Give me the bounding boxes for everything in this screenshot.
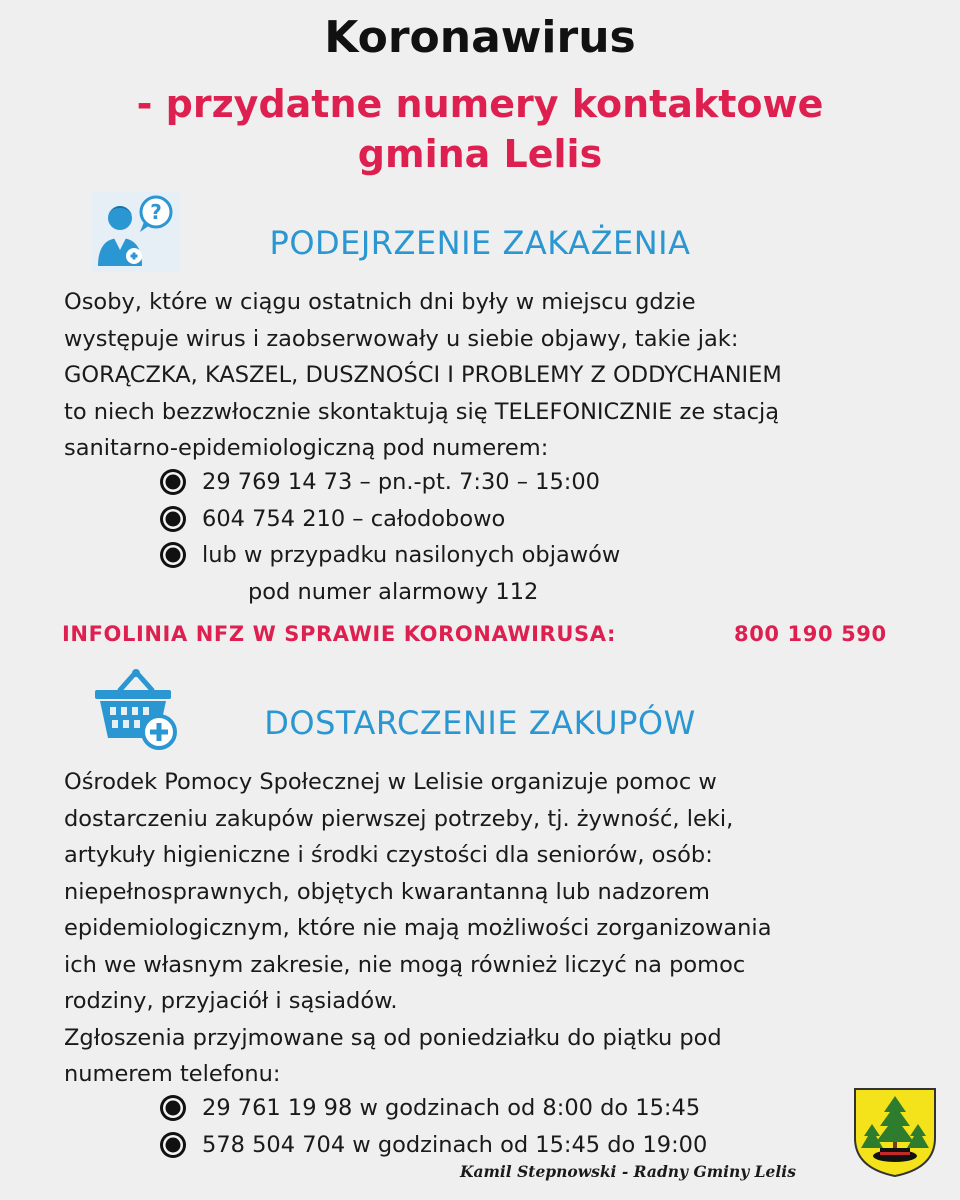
paragraph-line: występuje wirus i zaobserwowały u siebie objawy, takie jak: — [64, 325, 739, 352]
phone-entry: 604 754 210 – całodobowo — [202, 505, 506, 532]
page-subtitle-gmina: gmina Lelis — [357, 132, 603, 176]
list-item — [158, 1127, 707, 1164]
shopping-phone-list — [158, 1090, 707, 1163]
phone-entry: 29 769 14 73 – pn.-pt. 7:30 – 15:00 — [202, 469, 600, 495]
list-item — [158, 464, 620, 501]
radio-bullet-icon — [158, 540, 188, 570]
list-item — [158, 537, 620, 574]
section-heading-infection: PODEJRZENIE ZAKAŻENIA — [269, 224, 691, 262]
section-heading-shopping: DOSTARCZENIE ZAKUPÓW — [264, 704, 696, 742]
radio-bullet-icon — [158, 467, 188, 497]
infoline-number: 800 190 590 — [734, 622, 887, 646]
page-title: Koronawirus — [324, 12, 636, 63]
radio-bullet-icon — [158, 1130, 188, 1160]
paragraph-line: to niech bezzwłocznie skontaktują się TELEFONICZNIE ze stacją — [64, 398, 780, 425]
paragraph-line: artykuły higieniczne i środki czystości dla seniorów, osób: — [64, 842, 713, 868]
phone-entry: lub w przypadku nasilonych objawów — [202, 542, 621, 568]
paragraph-line: ich we własnym zakresie, nie mogą również liczyć na pomoc — [64, 951, 746, 978]
paragraph-line: rodziny, przyjaciół i sąsiadów. — [64, 988, 398, 1014]
infection-paragraph — [64, 284, 944, 467]
infection-phone-list — [158, 464, 620, 610]
paragraph-line: dostarczeniu zakupów pierwszej potrzeby, tj. żywność, leki, — [64, 805, 734, 832]
emergency-number-line: pod numer alarmowy 112 — [248, 578, 539, 605]
radio-bullet-icon — [158, 1093, 188, 1123]
paragraph-line: niepełnosprawnych, objętych kwarantanną lub nadzorem — [64, 878, 710, 905]
paragraph-line: numerem telefonu: — [64, 1061, 281, 1087]
list-item — [158, 501, 620, 538]
svg-text:?: ? — [150, 200, 162, 224]
page-subtitle: - przydatne numery kontaktowe — [136, 82, 824, 126]
paragraph-line: epidemiologicznym, które nie mają możliwości zorganizowania — [64, 915, 772, 941]
radio-bullet-icon — [158, 504, 188, 534]
paragraph-line: Zgłoszenia przyjmowane są od poniedziałku do piątku pod — [64, 1024, 722, 1051]
lelis-coat-of-arms-icon — [852, 1086, 938, 1178]
list-item — [158, 1090, 707, 1127]
nfz-infoline — [62, 622, 922, 646]
infoline-label: INFOLINIA NFZ W SPRAWIE KORONAWIRUSA: — [62, 622, 616, 646]
paragraph-line: GORĄCZKA, KASZEL, DUSZNOŚCI I PROBLEMY Z ODDYCHANIEM — [64, 362, 782, 388]
paragraph-line: sanitarno-epidemiologiczną pod numerem: — [64, 435, 549, 461]
author-signature: Kamil Stepnowski - Radny Gminy Lelis — [460, 1162, 796, 1181]
phone-entry: 578 504 704 w godzinach od 15:45 do 19:00 — [202, 1131, 708, 1158]
shopping-paragraph — [64, 764, 944, 1093]
paragraph-line: Ośrodek Pomocy Społecznej w Lelisie organizuje pomoc w — [64, 769, 717, 795]
phone-entry: 29 761 19 98 w godzinach od 8:00 do 15:45 — [202, 1095, 701, 1121]
paragraph-line: Osoby, które w ciągu ostatnich dni były w miejscu gdzie — [64, 289, 696, 315]
